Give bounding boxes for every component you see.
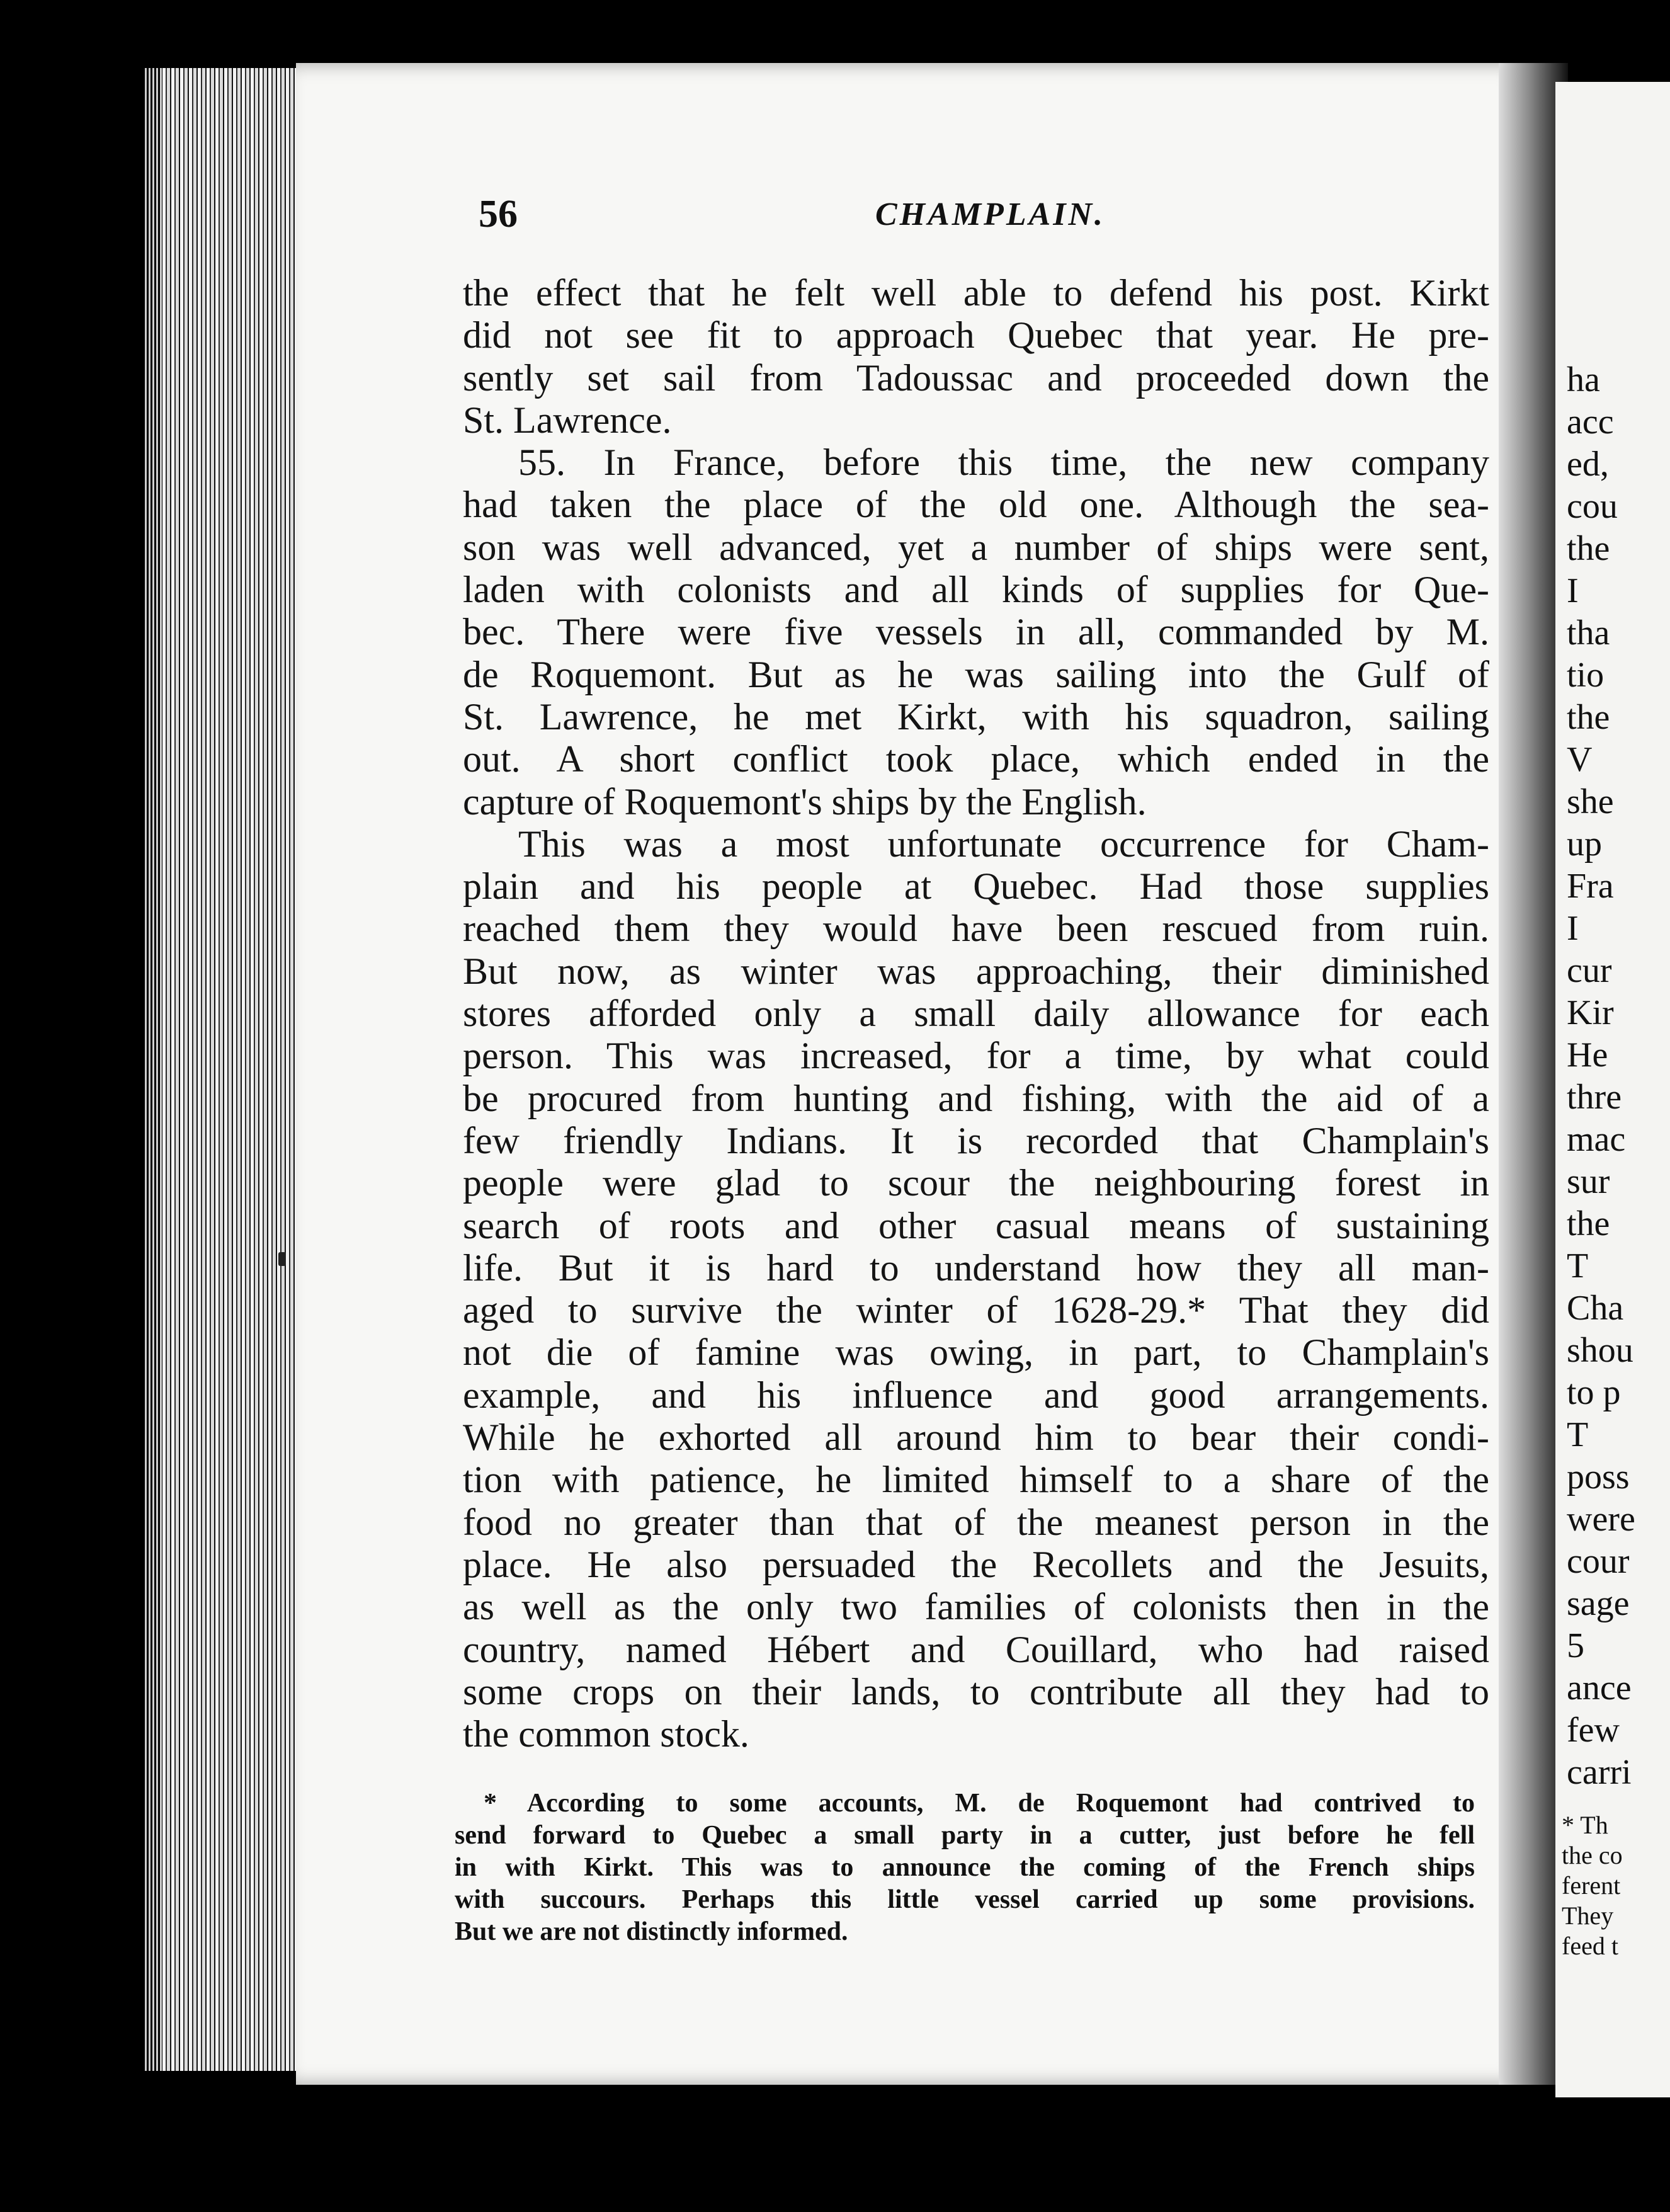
- facing-fragment: the: [1567, 1204, 1610, 1243]
- facing-fragment: mac: [1567, 1120, 1626, 1159]
- running-head: [479, 192, 1360, 236]
- text-line: few friendly Indians. It is recorded that Champlain's: [463, 1119, 1489, 1161]
- text-line: not die of famine was owing, in part, to Champlain's: [463, 1331, 1489, 1374]
- footnote: [455, 1787, 1475, 1948]
- text-line: aged to survive the winter of 1628-29.* That they did: [463, 1289, 1489, 1331]
- text-line: example, and his influence and good arrangements.: [463, 1374, 1489, 1416]
- facing-fragment: I: [1567, 571, 1579, 610]
- facing-fragment: 5: [1567, 1626, 1584, 1665]
- facing-fragment: shou: [1567, 1331, 1633, 1370]
- facing-footnote-fragment: They: [1562, 1901, 1614, 1930]
- text-line: had taken the place of the old one. Although the sea-: [463, 484, 1489, 526]
- facing-fragment: few: [1567, 1711, 1620, 1750]
- facing-fragment: tha: [1567, 613, 1610, 653]
- text-line: But now, as winter was approaching, their diminished: [463, 950, 1489, 992]
- footnote-line: * According to some accounts, M. de Roquemont had contrived to: [484, 1789, 1475, 1818]
- facing-fragment: poss: [1567, 1457, 1630, 1497]
- text-line: the effect that he felt well able to defend his post. Kirkt: [463, 272, 1489, 314]
- text-line: While he exhorted all around him to bear their condi-: [463, 1417, 1489, 1459]
- facing-fragment: ha: [1567, 360, 1600, 399]
- text-line: country, named Hébert and Couillard, who had raised: [463, 1628, 1489, 1670]
- text-line: some crops on their lands, to contribute all they had to: [463, 1670, 1489, 1713]
- body-text: [463, 272, 1489, 1755]
- text-line: people were glad to scour the neighbouring forest in: [463, 1162, 1489, 1204]
- text-line: St. Lawrence.: [463, 399, 672, 441]
- text-line: life. But it is hard to understand how they all man-: [463, 1246, 1489, 1289]
- facing-fragment: T: [1567, 1246, 1589, 1286]
- facing-fragment: tio: [1567, 656, 1605, 695]
- facing-fragment: sage: [1567, 1584, 1630, 1623]
- footnote-line: in with Kirkt. This was to announce the coming of the French ships: [455, 1853, 1475, 1882]
- text-line: de Roquemont. But as he was sailing into the Gulf of: [463, 653, 1489, 695]
- section-heading-line: 55. In France, before this time, the new company: [518, 442, 1489, 484]
- edge-mark: [278, 1252, 286, 1266]
- facing-fragment: she: [1567, 782, 1614, 821]
- text-line: as well as the only two families of colonists then in the: [463, 1586, 1489, 1628]
- text-line: laden with colonists and all kinds of supplies for Que-: [463, 569, 1489, 611]
- facing-fragment: sur: [1567, 1162, 1610, 1201]
- facing-footnote-fragment: the co: [1562, 1841, 1623, 1869]
- text-line: plain and his people at Quebec. Had those supplies: [463, 865, 1489, 908]
- facing-fragment: the: [1567, 529, 1610, 568]
- facing-fragment: I: [1567, 909, 1579, 948]
- text-line: capture of Roquemont's ships by the English.: [463, 780, 1147, 823]
- facing-fragment: T: [1567, 1415, 1589, 1454]
- footnote-line: send forward to Quebec a small party in a cutter, just before he fell: [455, 1821, 1475, 1850]
- facing-fragment: cur: [1567, 951, 1612, 990]
- facing-fragment: cou: [1567, 487, 1618, 526]
- text-line: sently set sail from Tadoussac and proceeded down the: [463, 356, 1489, 399]
- page-number: 56: [479, 193, 518, 236]
- footnote-line: with succours. Perhaps this little vessel carried up some provisions.: [455, 1885, 1475, 1914]
- facing-fragment: the: [1567, 698, 1610, 737]
- page-edges-dark: [145, 68, 164, 2071]
- text-line: tion with patience, he limited himself to a share of the: [463, 1459, 1489, 1501]
- text-line: stores afforded only a small daily allowance for each: [463, 993, 1489, 1035]
- text-line: place. He also persuaded the Recollets and the Jesuits,: [463, 1543, 1489, 1585]
- facing-footnote-fragment: * Th: [1562, 1811, 1608, 1839]
- running-title: CHAMPLAIN.: [875, 197, 1106, 232]
- facing-fragment: thre: [1567, 1078, 1622, 1117]
- facing-footnote-fragment: ferent: [1562, 1871, 1621, 1900]
- text-line: be procured from hunting and fishing, with the aid of a: [463, 1077, 1489, 1119]
- facing-fragment: cour: [1567, 1542, 1630, 1581]
- facing-fragment: He: [1567, 1035, 1608, 1075]
- text-line: bec. There were five vessels in all, commanded by M.: [463, 611, 1489, 653]
- facing-fragment: acc: [1567, 402, 1614, 442]
- text-line: the common stock.: [463, 1713, 749, 1755]
- text-line: St. Lawrence, he met Kirkt, with his squadron, sailing: [463, 695, 1489, 738]
- facing-fragment: ance: [1567, 1668, 1632, 1707]
- text-line: person. This was increased, for a time, by what could: [463, 1035, 1489, 1077]
- footnote-line: But we are not distinctly informed.: [455, 1917, 848, 1946]
- facing-fragment: were: [1567, 1500, 1635, 1539]
- text-line: reached them they would have been rescued from ruin.: [463, 908, 1489, 950]
- facing-fragment: Kir: [1567, 993, 1614, 1032]
- facing-fragment: V: [1567, 740, 1593, 779]
- text-line: food no greater than that of the meanest person in the: [463, 1501, 1489, 1543]
- facing-fragment: Fra: [1567, 867, 1614, 906]
- facing-page: [1555, 82, 1670, 2097]
- facing-fragment: Cha: [1567, 1289, 1624, 1328]
- facing-fragment: carri: [1567, 1753, 1632, 1792]
- facing-fragment: up: [1567, 824, 1602, 864]
- book-page-edges: [162, 68, 302, 2071]
- text-line: This was a most unfortunate occurrence for Cham-: [518, 823, 1489, 865]
- facing-footnote-fragment: feed t: [1562, 1932, 1618, 1960]
- text-line: out. A short conflict took place, which ended in the: [463, 738, 1489, 780]
- text-line: search of roots and other casual means of sustaining: [463, 1204, 1489, 1246]
- text-line: son was well advanced, yet a number of ships were sent,: [463, 526, 1489, 568]
- facing-fragment: to p: [1567, 1373, 1621, 1412]
- text-line: did not see fit to approach Quebec that year. He pre-: [463, 314, 1489, 356]
- facing-fragment: ed,: [1567, 445, 1609, 484]
